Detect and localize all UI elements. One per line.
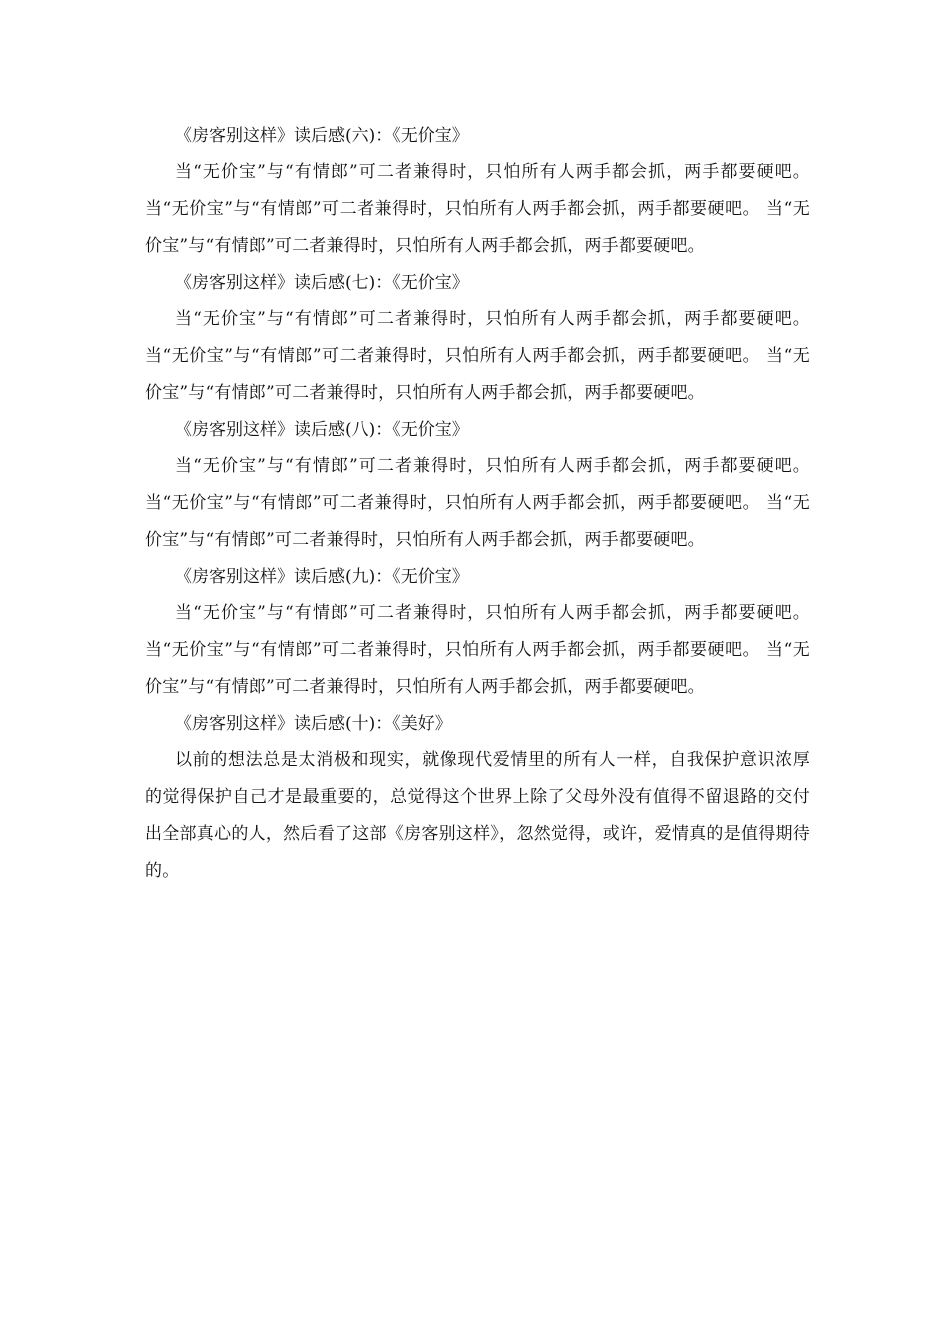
section-paragraph: 当“无价宝”与“有情郎”可二者兼得时，只怕所有人两手都会抓，两手都要硬吧。 当“无价宝”与“有情郎”可二者兼得时，只怕所有人两手都会抓，两手都要硬吧。 当“无价宝”与“有情郎”可二者兼得时，只怕所有人两手都会抓，两手都要硬吧。 [145, 456, 810, 550]
section-title: 《房客别这样》读后感(十)：《美好》 [175, 714, 452, 734]
section-paragraph: 当“无价宝”与“有情郎”可二者兼得时，只怕所有人两手都会抓，两手都要硬吧。 当“无价宝”与“有情郎”可二者兼得时，只怕所有人两手都会抓，两手都要硬吧。 当“无价宝”与“有情郎”可二者兼得时，只怕所有人两手都会抓，两手都要硬吧。 [145, 309, 810, 403]
document-page [145, 118, 810, 890]
section-paragraph: 以前的想法总是太消极和现实，就像现代爱情里的所有人一样，自我保护意识浓厚的觉得保护自己才是最重要的，总觉得这个世界上除了父母外没有值得不留退路的交付出全部真心的人，然后看了这部《房客别这样》，忽然觉得，或许，爱情真的是值得期待的。 [145, 750, 810, 881]
section-title: 《房客别这样》读后感(八)：《无价宝》 [175, 420, 469, 440]
section-paragraph: 当“无价宝”与“有情郎”可二者兼得时，只怕所有人两手都会抓，两手都要硬吧。 当“无价宝”与“有情郎”可二者兼得时，只怕所有人两手都会抓，两手都要硬吧。 当“无价宝”与“有情郎”可二者兼得时，只怕所有人两手都会抓，两手都要硬吧。 [145, 162, 810, 256]
section-title: 《房客别这样》读后感(六)：《无价宝》 [175, 126, 469, 146]
section-title: 《房客别这样》读后感(九)：《无价宝》 [175, 567, 469, 587]
section-title: 《房客别这样》读后感(七)：《无价宝》 [175, 273, 469, 293]
section-paragraph: 当“无价宝”与“有情郎”可二者兼得时，只怕所有人两手都会抓，两手都要硬吧。 当“无价宝”与“有情郎”可二者兼得时，只怕所有人两手都会抓，两手都要硬吧。 当“无价宝”与“有情郎”可二者兼得时，只怕所有人两手都会抓，两手都要硬吧。 [145, 603, 810, 697]
